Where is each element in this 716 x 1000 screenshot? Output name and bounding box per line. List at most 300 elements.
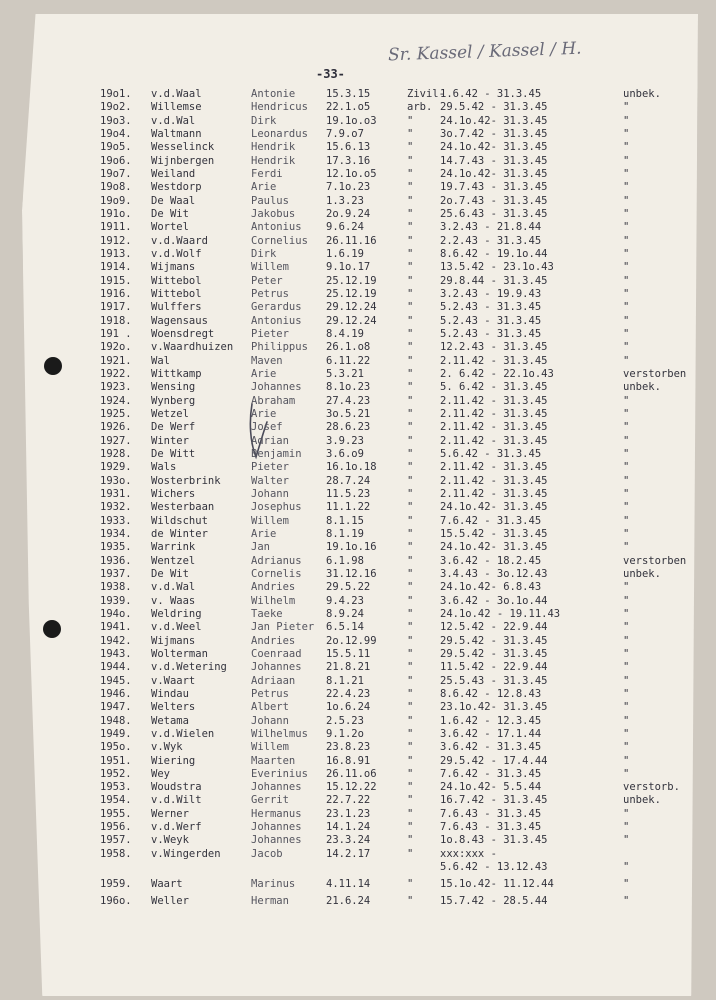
entry-number: 1924. <box>100 394 132 407</box>
employment-period: 8.6.42 - 19.1o.44 <box>440 247 548 260</box>
entry-number: 1944. <box>100 661 132 674</box>
employment-period: 2. 6.42 - 22.1o.43 <box>440 367 554 380</box>
register-row <box>0 768 716 782</box>
birth-date: 29.5.22 <box>326 581 371 594</box>
employment-period: 7.6.43 - 31.3.45 <box>440 807 542 820</box>
surname: v.Waardhuizen <box>151 341 234 354</box>
given-name: Maven <box>251 354 283 367</box>
given-name: Arie <box>251 527 277 540</box>
category-mark: " <box>407 301 414 314</box>
surname: v.d.Waard <box>151 234 208 247</box>
category-mark: " <box>407 127 414 140</box>
register-row <box>0 181 716 195</box>
birth-date: 9.1.2o <box>326 727 364 740</box>
entry-number: 191 . <box>100 327 132 340</box>
given-name: Adrianus <box>251 554 302 567</box>
entry-number: 1954. <box>100 794 132 807</box>
remark: " <box>623 894 630 907</box>
category-mark: " <box>407 274 414 287</box>
category-mark: " <box>407 527 414 540</box>
birth-date: 8.1.21 <box>326 674 364 687</box>
remark: " <box>623 221 630 234</box>
register-row <box>0 155 716 169</box>
surname: Wijnbergen <box>151 154 215 167</box>
entry-number: 1917. <box>100 301 132 314</box>
surname: Wortel <box>151 221 189 234</box>
employment-period: 7.6.42 - 31.3.45 <box>440 767 542 780</box>
given-name: Marinus <box>251 878 296 891</box>
surname: Westdorp <box>151 181 202 194</box>
surname: Wolterman <box>151 647 208 660</box>
register-row <box>0 501 716 515</box>
given-name: Hendricus <box>251 101 308 114</box>
entry-number: 192o. <box>100 341 132 354</box>
category-mark: " <box>407 327 414 340</box>
surname: Wentzel <box>151 554 196 567</box>
birth-date: 15.3.15 <box>326 88 371 100</box>
employment-period: 2.11.42 - 31.3.45 <box>440 394 548 407</box>
birth-date: 1.3.23 <box>326 194 364 207</box>
category-mark: " <box>407 727 414 740</box>
entry-number: 1913. <box>100 247 132 260</box>
remark: " <box>623 807 630 820</box>
birth-date: 26.11.o6 <box>326 767 377 780</box>
birth-date: 23.1.23 <box>326 807 371 820</box>
category-mark: " <box>407 567 414 580</box>
remark: " <box>623 181 630 194</box>
given-name: Taeke <box>251 607 283 620</box>
register-row <box>0 275 716 289</box>
birth-date: 4.11.14 <box>326 878 371 891</box>
register-row <box>0 381 716 395</box>
surname: Weiland <box>151 167 196 180</box>
given-name: Dirk <box>251 114 277 127</box>
employment-period: 24.1o.42 - 19.11.43 <box>440 607 561 620</box>
entry-number: 1945. <box>100 674 132 687</box>
birth-date: 8.1o.23 <box>326 381 371 394</box>
employment-period: 29.5.42 - 17.4.44 <box>440 754 548 767</box>
register-row <box>0 261 716 275</box>
remark: " <box>623 247 630 260</box>
register-row <box>0 621 716 635</box>
birth-date: 2o.9.24 <box>326 207 371 220</box>
employment-period: 5.6.42 - 31.3.45 <box>440 447 542 460</box>
remark: " <box>623 878 630 891</box>
birth-date: 17.3.16 <box>326 154 371 167</box>
register-row <box>0 421 716 435</box>
employment-period: 3.2.43 - 21.8.44 <box>440 221 542 234</box>
remark: " <box>623 581 630 594</box>
register-row <box>0 168 716 182</box>
category-mark: " <box>407 207 414 220</box>
employment-period: 24.1o.42- 31.3.45 <box>440 541 548 554</box>
birth-date: 12.1o.o5 <box>326 167 377 180</box>
birth-date: 19.1o.16 <box>326 541 377 554</box>
category-mark: " <box>407 607 414 620</box>
entry-number: 1957. <box>100 834 132 847</box>
birth-date: 27.4.23 <box>326 394 371 407</box>
register-row <box>0 448 716 462</box>
entry-number: 1958. <box>100 847 132 860</box>
remark: " <box>623 287 630 300</box>
register-row <box>0 648 716 662</box>
register-row <box>0 221 716 235</box>
employment-period: 13.5.42 - 23.1o.43 <box>440 261 554 274</box>
register-row <box>0 715 716 729</box>
given-name: Gerrit <box>251 794 289 807</box>
employment-period: 1.6.42 - 12.3.45 <box>440 714 542 727</box>
category-mark: " <box>407 234 414 247</box>
birth-date: 8.9.24 <box>326 607 364 620</box>
birth-date: 6.1.98 <box>326 554 364 567</box>
employment-period: 2.11.42 - 31.3.45 <box>440 407 548 420</box>
remark: " <box>623 461 630 474</box>
surname: Wichers <box>151 487 196 500</box>
category-mark: " <box>407 807 414 820</box>
employment-period: 3.6.42 - 3o.1o.44 <box>440 594 548 607</box>
surname: Weldring <box>151 607 202 620</box>
given-name: Philippus <box>251 341 308 354</box>
given-name: Johann <box>251 487 289 500</box>
register-row <box>0 435 716 449</box>
category-mark: " <box>407 487 414 500</box>
given-name: Albert <box>251 701 289 714</box>
register-row <box>0 461 716 475</box>
surname: v.Wingerden <box>151 847 221 860</box>
birth-date: 8.1.15 <box>326 514 364 527</box>
birth-date: 14.2.17 <box>326 847 371 860</box>
entry-number: 1918. <box>100 314 132 327</box>
employment-period: xxx:xxx - <box>440 847 497 860</box>
register-row <box>0 595 716 609</box>
remark: " <box>623 767 630 780</box>
remark: " <box>623 861 630 874</box>
remark: verstorben <box>623 554 687 567</box>
register-row <box>0 568 716 582</box>
category-mark: " <box>407 354 414 367</box>
entry-number: 1951. <box>100 754 132 767</box>
category-mark: " <box>407 714 414 727</box>
category-mark: " <box>407 701 414 714</box>
birth-date: 28.6.23 <box>326 421 371 434</box>
category-mark: " <box>407 741 414 754</box>
entry-number: 1948. <box>100 714 132 727</box>
entry-number: 1947. <box>100 701 132 714</box>
category-mark: " <box>407 114 414 127</box>
category-mark: " <box>407 434 414 447</box>
category-mark: " <box>407 834 414 847</box>
category-mark: " <box>407 194 414 207</box>
surname: Wagensaus <box>151 314 208 327</box>
entry-number: 1934. <box>100 527 132 540</box>
category-mark: " <box>407 341 414 354</box>
remark: " <box>623 474 630 487</box>
employment-period: 15.1o.42- 11.12.44 <box>440 878 554 891</box>
given-name: Arie <box>251 367 277 380</box>
surname: Wildschut <box>151 514 208 527</box>
remark: " <box>623 234 630 247</box>
handwritten-note: Sr. Kassel / Kassel / H. <box>387 38 582 66</box>
entry-number: 1911. <box>100 221 132 234</box>
entry-number: 19o5. <box>100 141 132 154</box>
birth-date: 3.6.o9 <box>326 447 364 460</box>
surname: De Werf <box>151 421 196 434</box>
surname: Weller <box>151 894 189 907</box>
register-row <box>0 195 716 209</box>
category-mark: " <box>407 767 414 780</box>
employment-period: 16.7.42 - 31.3.45 <box>440 794 548 807</box>
register-row <box>0 235 716 249</box>
register-row <box>0 488 716 502</box>
employment-period: 3.6.42 - 31.3.45 <box>440 741 542 754</box>
entry-number: 1929. <box>100 461 132 474</box>
birth-date: 29.12.24 <box>326 301 377 314</box>
surname: v. Waas <box>151 594 196 607</box>
entry-number: 1939. <box>100 594 132 607</box>
entry-number: 1915. <box>100 274 132 287</box>
employment-period: 19.7.43 - 31.3.45 <box>440 181 548 194</box>
category-mark: " <box>407 407 414 420</box>
surname: Waltmann <box>151 127 202 140</box>
remark: " <box>623 541 630 554</box>
register-row <box>0 821 716 835</box>
entry-number: 1933. <box>100 514 132 527</box>
category-mark: " <box>407 154 414 167</box>
remark: " <box>623 274 630 287</box>
entry-number: 1946. <box>100 687 132 700</box>
employment-period: 15.7.42 - 28.5.44 <box>440 894 548 907</box>
birth-date: 22.1.o5 <box>326 101 371 114</box>
birth-date: 8.4.19 <box>326 327 364 340</box>
register-row <box>0 861 716 875</box>
entry-number: 1926. <box>100 421 132 434</box>
remark: verstorben <box>623 367 687 380</box>
remark: " <box>623 661 630 674</box>
remark: " <box>623 194 630 207</box>
given-name: Adrian <box>251 434 289 447</box>
surname: Wensing <box>151 381 196 394</box>
entry-number: 19o9. <box>100 194 132 207</box>
surname: Wulffers <box>151 301 202 314</box>
given-name: Maarten <box>251 754 296 767</box>
register-row <box>0 88 716 102</box>
employment-period: 24.1o.42- 31.3.45 <box>440 501 548 514</box>
employment-period: 2.11.42 - 31.3.45 <box>440 461 548 474</box>
entry-number: 19o1. <box>100 88 132 100</box>
register-row <box>0 661 716 675</box>
birth-date: 9.6.24 <box>326 221 364 234</box>
category-mark: " <box>407 447 414 460</box>
category-mark: " <box>407 381 414 394</box>
given-name: Antonie <box>251 88 296 100</box>
remark: " <box>623 447 630 460</box>
remark: " <box>623 154 630 167</box>
given-name: Arie <box>251 407 277 420</box>
given-name: Herman <box>251 894 289 907</box>
employment-period: 29.8.44 - 31.3.45 <box>440 274 548 287</box>
entry-number: 1953. <box>100 781 132 794</box>
surname: De Wit <box>151 207 189 220</box>
surname: Wetama <box>151 714 189 727</box>
given-name: Pieter <box>251 327 289 340</box>
employment-period: 5.2.43 - 31.3.45 <box>440 301 542 314</box>
employment-period: 3.2.43 - 19.9.43 <box>440 287 542 300</box>
register-row <box>0 728 716 742</box>
employment-period: 11.5.42 - 22.9.44 <box>440 661 548 674</box>
birth-date: 23.8.23 <box>326 741 371 754</box>
employment-period: 2.2.43 - 31.3.45 <box>440 234 542 247</box>
entry-number: 1949. <box>100 727 132 740</box>
entry-number: 1937. <box>100 567 132 580</box>
entry-number: 19o6. <box>100 154 132 167</box>
surname: Wijmans <box>151 261 196 274</box>
surname: v.d.Weel <box>151 621 202 634</box>
birth-date: 3o.5.21 <box>326 407 371 420</box>
surname: Wittkamp <box>151 367 202 380</box>
given-name: Hermanus <box>251 807 302 820</box>
remark: " <box>623 594 630 607</box>
surname: v.d.Wal <box>151 114 196 127</box>
surname: Winter <box>151 434 189 447</box>
register-row <box>0 848 716 862</box>
birth-date: 16.1o.18 <box>326 461 377 474</box>
entry-number: 194o. <box>100 607 132 620</box>
given-name: Coenraad <box>251 647 302 660</box>
given-name: Antonius <box>251 314 302 327</box>
given-name: Johann <box>251 714 289 727</box>
given-name: Paulus <box>251 194 289 207</box>
register-row <box>0 475 716 489</box>
entry-number: 1931. <box>100 487 132 500</box>
surname: Wijmans <box>151 634 196 647</box>
register-row <box>0 688 716 702</box>
entry-number: 1916. <box>100 287 132 300</box>
employment-period: 12.2.43 - 31.3.45 <box>440 341 548 354</box>
surname: v.d.Wolf <box>151 247 202 260</box>
remark: " <box>623 634 630 647</box>
category-mark: " <box>407 474 414 487</box>
surname: v.d.Wilt <box>151 794 202 807</box>
remark: " <box>623 821 630 834</box>
entry-number: 1952. <box>100 767 132 780</box>
birth-date: 11.1.22 <box>326 501 371 514</box>
register-row <box>0 878 716 892</box>
birth-date: 31.12.16 <box>326 567 377 580</box>
register-row <box>0 248 716 262</box>
given-name: Wilhelm <box>251 594 296 607</box>
surname: v.Weyk <box>151 834 189 847</box>
remark: " <box>623 421 630 434</box>
given-name: Johannes <box>251 661 302 674</box>
register-row <box>0 741 716 755</box>
category-mark: " <box>407 754 414 767</box>
given-name: Willem <box>251 261 289 274</box>
employment-period: 2.11.42 - 31.3.45 <box>440 421 548 434</box>
entry-number: 1955. <box>100 807 132 820</box>
surname: Werner <box>151 807 189 820</box>
employment-period: 12.5.42 - 22.9.44 <box>440 621 548 634</box>
employment-period: 7.6.42 - 31.3.45 <box>440 514 542 527</box>
given-name: Leonardus <box>251 127 308 140</box>
birth-date: 15.6.13 <box>326 141 371 154</box>
birth-date: 29.12.24 <box>326 314 377 327</box>
register-row <box>0 341 716 355</box>
remark: " <box>623 701 630 714</box>
given-name: Wilhelmus <box>251 727 308 740</box>
employment-period: 2.11.42 - 31.3.45 <box>440 487 548 500</box>
birth-date: 11.5.23 <box>326 487 371 500</box>
register-row <box>0 301 716 315</box>
remark: " <box>623 114 630 127</box>
register-row <box>0 555 716 569</box>
remark: unbek. <box>623 381 661 394</box>
remark: " <box>623 407 630 420</box>
register-row <box>0 834 716 848</box>
entry-number: 1941. <box>100 621 132 634</box>
register-row <box>0 675 716 689</box>
register-row <box>0 541 716 555</box>
given-name: Gerardus <box>251 301 302 314</box>
entry-number: 19o3. <box>100 114 132 127</box>
surname: Wiering <box>151 754 196 767</box>
given-name: Cornelis <box>251 567 302 580</box>
remark: " <box>623 327 630 340</box>
remark: " <box>623 141 630 154</box>
given-name: Ferdi <box>251 167 283 180</box>
given-name: Jan Pieter <box>251 621 315 634</box>
surname: Welters <box>151 701 196 714</box>
category-mark: " <box>407 167 414 180</box>
surname: Windau <box>151 687 189 700</box>
given-name: Walter <box>251 474 289 487</box>
birth-date: 14.1.24 <box>326 821 371 834</box>
given-name: Petrus <box>251 687 289 700</box>
birth-date: 26.11.16 <box>326 234 377 247</box>
remark: " <box>623 647 630 660</box>
given-name: Hendrik <box>251 154 296 167</box>
register-row <box>0 701 716 715</box>
surname: Woensdregt <box>151 327 215 340</box>
category-mark: " <box>407 581 414 594</box>
given-name: Johannes <box>251 821 302 834</box>
category-mark: " <box>407 674 414 687</box>
entry-number: 1943. <box>100 647 132 660</box>
register-row <box>0 208 716 222</box>
category-mark: " <box>407 421 414 434</box>
entry-number: 1923. <box>100 381 132 394</box>
category-mark: " <box>407 247 414 260</box>
given-name: Jan <box>251 541 270 554</box>
employment-period: 25.5.43 - 31.3.45 <box>440 674 548 687</box>
surname: Wey <box>151 767 170 780</box>
birth-date: 6.11.22 <box>326 354 371 367</box>
birth-date: 8.1.19 <box>326 527 364 540</box>
given-name: Adriaan <box>251 674 296 687</box>
register-row <box>0 315 716 329</box>
register-row <box>0 781 716 795</box>
surname: Westerbaan <box>151 501 215 514</box>
surname: Wynberg <box>151 394 196 407</box>
given-name: Johannes <box>251 834 302 847</box>
remark: " <box>623 754 630 767</box>
employment-period: 3.6.42 - 18.2.45 <box>440 554 542 567</box>
birth-date: 7.1o.23 <box>326 181 371 194</box>
page-number: -33- <box>316 67 345 81</box>
entry-number: 193o. <box>100 474 132 487</box>
register-row <box>0 395 716 409</box>
birth-date: 22.7.22 <box>326 794 371 807</box>
employment-period: 3o.7.42 - 31.3.45 <box>440 127 548 140</box>
